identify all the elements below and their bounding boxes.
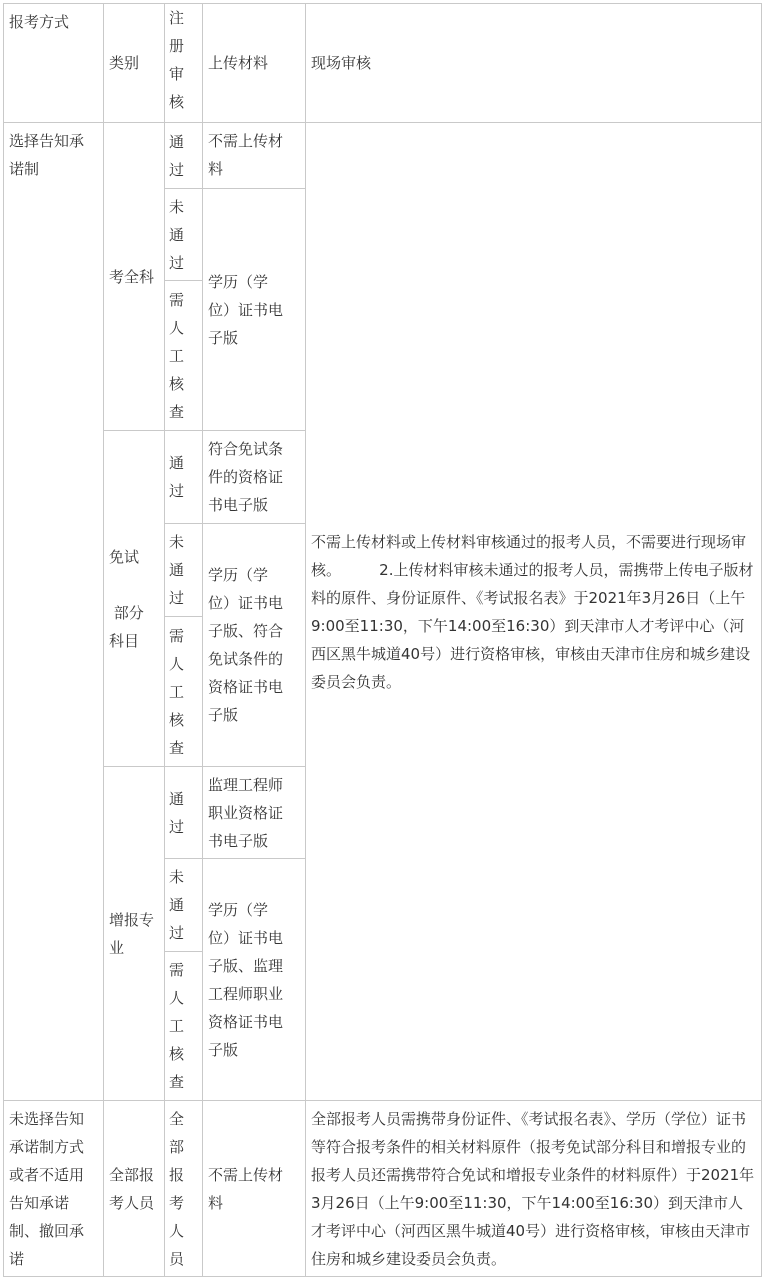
header-register-review: 注 册 审 核 [164, 3, 203, 123]
group-extra-pass: 通 过 [164, 766, 203, 859]
group-exempt-fail-upload: 学历（学 位）证书电 子版、符合 免试条件的 资格证书电 子版 [202, 523, 306, 767]
group-exempt-fail: 未 通 过 [164, 523, 203, 617]
group-extra-fail-upload: 学历（学 位）证书电 子版、监理 工程师职业 资格证书电 子版 [202, 858, 306, 1101]
group-full-category: 考全科 [103, 122, 165, 431]
commitment-onsite-text: 不需上传材料或上传材料审核通过的报考人员，不需要进行现场审核。 2.上传材料审核未通过的报考人员，需携带上传电子版材料的原件、身份证原件、《考试报名表》于2021年3月26日（上午9:00至11:30，下午14:00至16:30）到天津市人才考评中心（河西区黑牛城道40号）进行资格审核，审核由天津市住房和城乡建设委员会负责。 [305, 122, 762, 1101]
commitment-mode: 选择告知承 诺制 [3, 122, 104, 1101]
group-full-pass: 通 过 [164, 122, 203, 189]
group-exempt-category: 免试 部分 科目 [103, 430, 165, 767]
header-category: 类别 [103, 3, 165, 123]
group-extra-fail: 未 通 过 [164, 858, 203, 952]
header-mode: 报考方式 [3, 3, 104, 123]
header-onsite: 现场审核 [305, 3, 762, 123]
group-extra-pass-upload: 监理工程师 职业资格证 书电子版 [202, 766, 306, 859]
group-full-fail: 未 通 过 [164, 188, 203, 281]
group-exempt-manual: 需 人 工 核 查 [164, 616, 203, 767]
non-commitment-category: 全部报 考人员 [103, 1100, 165, 1277]
group-extra-category: 增报专 业 [103, 766, 165, 1101]
group-exempt-pass-upload: 符合免试条 件的资格证 书电子版 [202, 430, 306, 524]
group-extra-manual: 需 人 工 核 查 [164, 951, 203, 1101]
group-exempt-pass: 通 过 [164, 430, 203, 524]
group-full-fail-upload: 学历（学 位）证书电 子版 [202, 188, 306, 431]
header-upload: 上传材料 [202, 3, 306, 123]
non-commitment-register-review: 全 部 报 考 人 员 [164, 1100, 203, 1277]
non-commitment-mode: 未选择告知 承诺制方式 或者不适用 告知承诺 制、撤回承 诺 [3, 1100, 104, 1277]
group-full-manual: 需 人 工 核 查 [164, 280, 203, 431]
non-commitment-upload: 不需上传材 料 [202, 1100, 306, 1277]
non-commitment-onsite-text: 全部报考人员需携带身份证件、《考试报名表》、学历（学位）证书等符合报考条件的相关材料原件（报考免试部分科目和增报专业的报考人员还需携带符合免试和增报专业条件的材料原件）于2021年3月26日（上午9:00至11:30，下午14:00至16:30）到天津市人才考评中心（河西区黑牛城道40号）进行资格审核，审核由天津市住房和城乡建设委员会负责。 [305, 1100, 762, 1277]
group-full-pass-upload: 不需上传材 料 [202, 122, 306, 189]
